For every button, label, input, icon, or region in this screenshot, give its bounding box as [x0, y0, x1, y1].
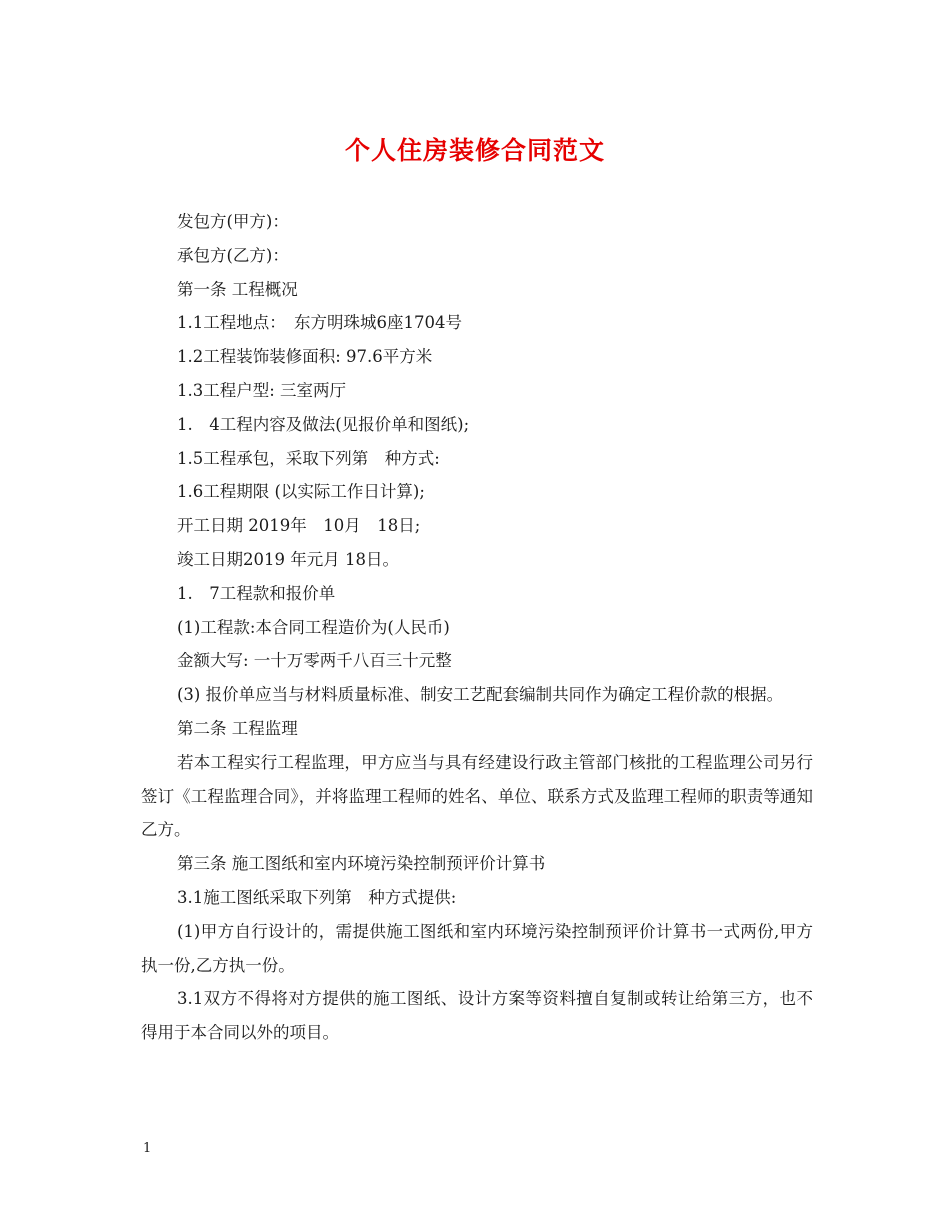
paragraph-1-1: 1.1工程地点： 东方明珠城6座1704号	[177, 313, 462, 333]
paragraph-party-a: 发包方(甲方)：	[177, 212, 289, 231]
document-body	[141, 205, 813, 1050]
paragraph-drawings-self: (1)甲方自行设计的，需提供施工图纸和室内环境污染控制预评价计算书一式两份,甲方执一份,乙方执一份。	[141, 921, 813, 975]
paragraph-1-5: 1.5工程承包，采取下列第 种方式:	[177, 448, 440, 468]
paragraph-party-b: 承包方(乙方)：	[177, 245, 289, 265]
paragraph-1-6: 1.6工程期限 (以实际工作日计算);	[177, 482, 425, 502]
paragraph-amount-words: 金额大写: 一十万零两千八百三十元整	[177, 651, 452, 671]
paragraph-no-copy: 3.1双方不得将对方提供的施工图纸、设计方案等资料擅自复制或转让给第三方，也不得用于本合同以外的项目。	[141, 989, 813, 1043]
article-2-heading: 第二条 工程监理	[177, 718, 298, 738]
article-3-heading: 第三条 施工图纸和室内环境污染控制预评价计算书	[177, 854, 546, 874]
paragraph-1-2: 1.2工程装饰装修面积: 97.6平方米	[177, 347, 433, 367]
document-title: 个人住房装修合同范文	[344, 136, 605, 165]
page-number: 1	[143, 1141, 152, 1156]
paragraph-supervision: 若本工程实行工程监理，甲方应当与具有经建设行政主管部门核批的工程监理公司另行签订《工程监理合同》，并将监理工程师的姓名、单位、联系方式及监理工程师的职责等通知乙方。	[141, 752, 813, 840]
paragraph-1-7: 1. 7工程款和报价单	[177, 583, 336, 603]
paragraph-3-1: 3.1施工图纸采取下列第 种方式提供:	[177, 887, 457, 907]
paragraph-1-3: 1.3工程户型: 三室两厅	[177, 380, 347, 400]
paragraph-contract-price: (1)工程款:本合同工程造价为(人民币)	[177, 617, 450, 637]
paragraph-quote-basis: (3) 报价单应当与材料质量标准、制安工艺配套编制共同作为确定工程价款的根据。	[177, 685, 784, 705]
article-1-heading: 第一条 工程概况	[177, 279, 298, 299]
paragraph-start-date: 开工日期 2019年 10月 18日;	[177, 516, 421, 536]
paragraph-end-date: 竣工日期2019 年元月 18日。	[177, 549, 399, 569]
paragraph-1-4: 1. 4工程内容及做法(见报价单和图纸);	[177, 414, 470, 434]
